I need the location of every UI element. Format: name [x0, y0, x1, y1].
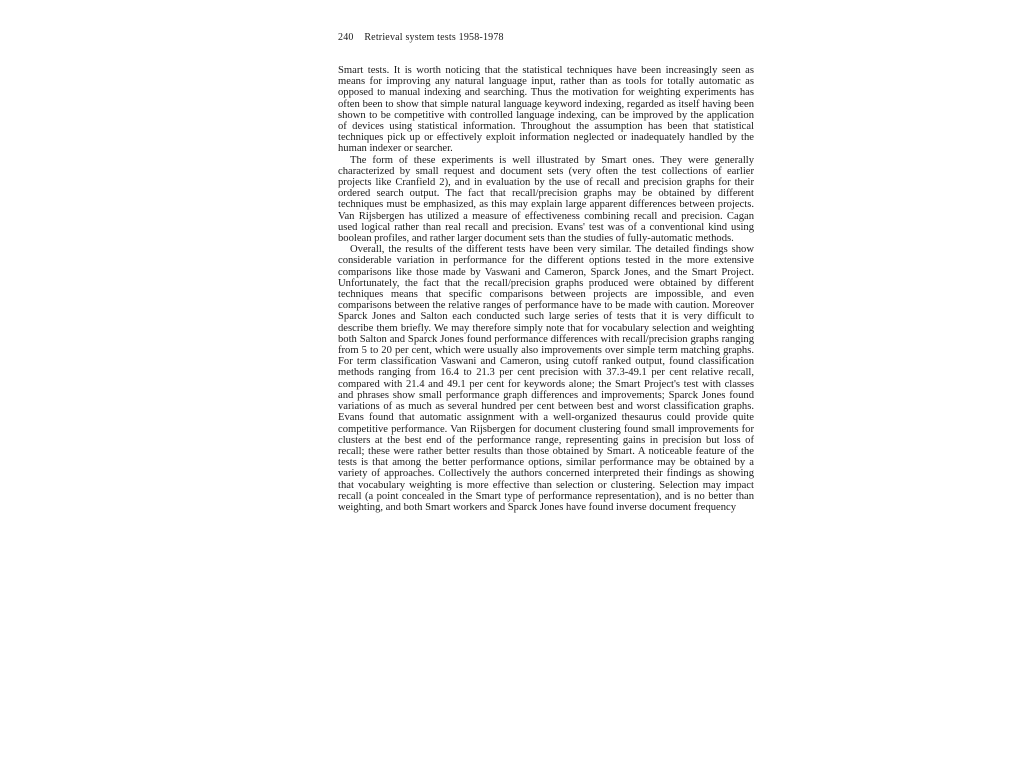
page-content — [338, 32, 754, 513]
running-head — [338, 32, 754, 43]
running-head-title: Retrieval system tests 1958-1978 — [364, 32, 504, 43]
paragraph-3: Overall, the results of the different tests have been very similar. The detailed findings show considerable variation in performance for the different options tested in the more extensive comparisons like those made by Vaswani and Cameron, Sparck Jones, and the Smart Project. Unfortunately, the fact that the recall/precision graphs produced were obtained by different techniques means that specific comparisons between projects are impossible, and even comparisons between the relative ranges of performance have to be made with caution. Moreover Sparck Jones and Salton each conducted such large series of tests that it is very difficult to describe them briefly. We may therefore simply note that for vocabulary selection and weighting both Salton and Sparck Jones found performance differences with recall/precision graphs ranging from 5 to 20 per cent, which were usually also improvements over simple term matching graphs. For term classification Vaswani and Cameron, using cutoff ranked output, found classification methods ranging from 16.4 to 21.3 per cent precision with 37.3-49.1 per cent relative recall, compared with 21.4 and 49.1 per cent for keywords alone; the Smart Project's test with classes and phrases show small performance graph differences and improvements; Sparck Jones found variations of as much as several hundred per cent between best and worst classification graphs. Evans found that automatic assignment with a well-organized thesaurus could provide quite competitive performance. Van Rijsbergen for document clustering found small improvements for clusters at the best end of the performance range, representing gains in precision but loss of recall; these were rather better results than those obtained by Smart. A noticeable feature of the tests is that among the better performance options, similar performance may be obtained by a variety of approaches. Collectively the authors concerned interpreted their findings as showing that vocabulary weighting is more effective than selection or clustering. Selection may impact recall (a point concealed in the Smart type of performance representation), and is no better than weighting, and both Smart workers and Sparck Jones have found inverse document frequency — [338, 244, 754, 513]
paragraph-1: Smart tests. It is worth noticing that the statistical techniques have been increasingly seen as means for improving any natural language input, rather than as tools for totally automatic as opposed to manual indexing and searching. Thus the motivation for weighting experiments has often been to show that simple natural language keyword indexing, regarded as itself having been shown to be competitive with controlled language indexing, can be improved by the application of devices using statistical information. Throughout the assumption has been that statistical techniques pick up or effectively exploit information neglected or inadequately handled by the human indexer or searcher. — [338, 65, 754, 155]
paragraph-2: The form of these experiments is well illustrated by Smart ones. They were generally characterized by small request and document sets (very often the test collections of earlier projects like Cranfield 2), and in evaluation by the use of recall and precision graphs for their ordered search output. The fact that recall/precision graphs may be obtained by different techniques must be emphasized, as this may explain large apparent differences between projects. Van Rijsbergen has utilized a measure of effectiveness combining recall and precision. Cagan used logical rather than real recall and precision. Evans' test was of a conventional kind using boolean profiles, and rather larger document sets than the studies of fully-automatic methods. — [338, 154, 754, 245]
page-number: 240 — [338, 32, 354, 43]
